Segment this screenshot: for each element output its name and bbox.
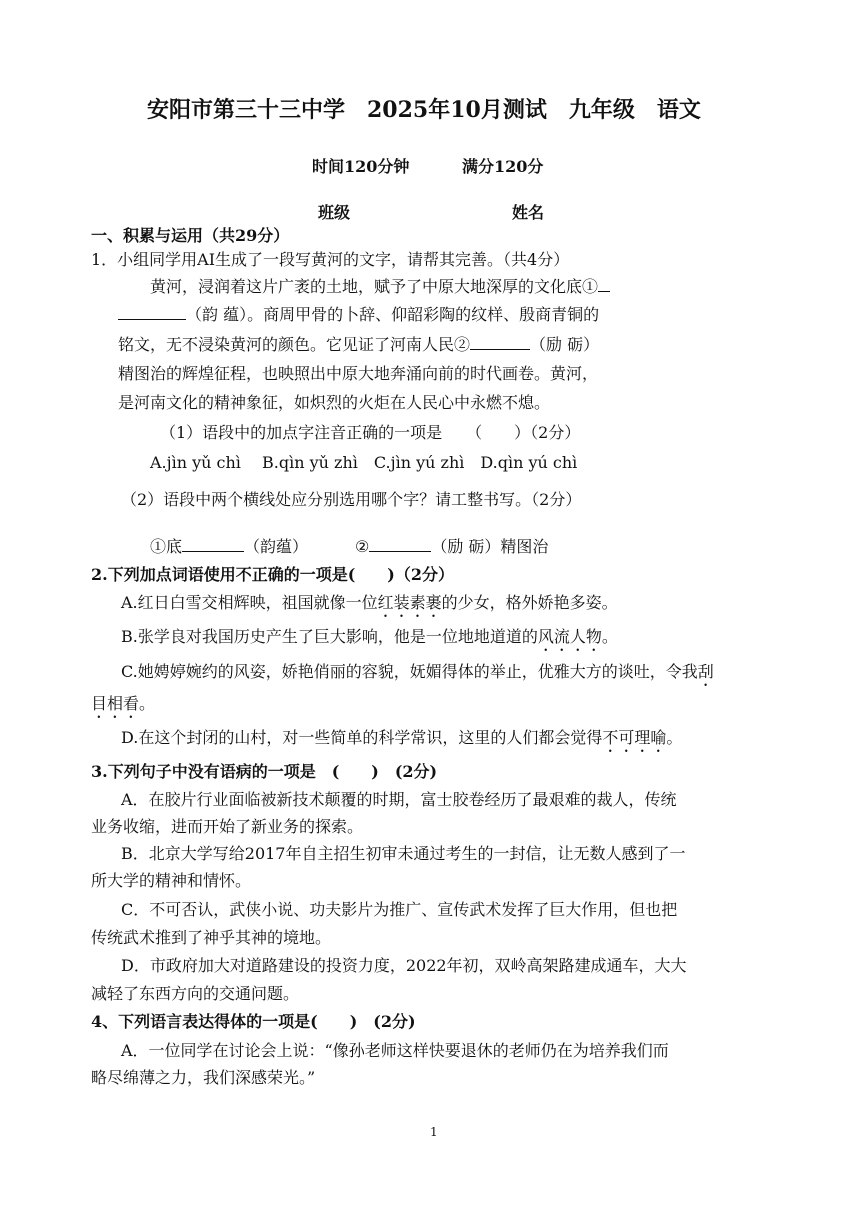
passage-text: （励 砺） <box>530 335 600 354</box>
option-a: A．在胶片行业面临被新技术颠覆的时期，富士胶卷经历了最艰难的裁人，传统 <box>121 790 677 809</box>
answer-line <box>150 536 308 557</box>
full-score: 满分120分 <box>462 157 544 176</box>
option-text: 的少女，格外娇艳多姿。 <box>441 593 618 612</box>
page-number: 1 <box>430 1125 438 1139</box>
option-text: D.在这个封闭的山村，对一些简单的科学常识，这里的人们都会觉得 <box>121 728 603 747</box>
blank-line <box>118 304 186 320</box>
option-a-continued: 略尽绵薄之力，我们深感荣光。” <box>91 1068 316 1087</box>
option-d <box>121 728 682 756</box>
option-c-continued <box>91 694 155 722</box>
time-limit: 时间120分钟 <box>312 157 410 176</box>
exam-title: 安阳市第三十三中学 2025年10月测试 九年级 语文 <box>147 97 701 123</box>
option-text: A.红日白雪交相辉映，祖国就像一位 <box>121 593 378 612</box>
question-1-passage-line <box>150 276 610 297</box>
option-d-continued: 减轻了东西方向的交通问题。 <box>91 984 300 1003</box>
dotted-word: 风流人物 <box>537 627 602 646</box>
question-1-passage-line: 是河南文化的精神象征，如炽烈的火炬在人民心中永燃不熄。 <box>118 393 551 412</box>
question-3-stem: 3.下列句子中没有语病的一项是 ( ) (2分) <box>91 762 438 781</box>
answer-blank[interactable] <box>182 536 244 552</box>
option-a-continued: 业务收缩，进而开始了新业务的探索。 <box>91 817 364 836</box>
option-d: D．市政府加大对道路建设的投资力度，2022年初，双岭高架路建成通车，大大 <box>121 956 687 975</box>
option-b-continued: 所大学的精神和情怀。 <box>91 871 252 890</box>
option-c: C．不可否认，武侠小说、功夫影片为推广、宣传武术发挥了巨大作用，但也把 <box>121 900 678 919</box>
question-1-sub2: （2）语段中两个横线处应分别选用哪个字？请工整书写。（2分） <box>121 490 582 509</box>
answer-label: ② <box>355 537 370 556</box>
question-4-stem: 4、下列语言表达得体的一项是( ) (2分) <box>91 1012 416 1031</box>
answer-hint: （韵蕴） <box>244 537 309 556</box>
dotted-word: 红装素裹 <box>377 593 442 612</box>
dotted-word: 目相看 <box>91 694 140 713</box>
option-text: C.她娉婷婉约的风姿，娇艳俏丽的容貌，妩媚得体的举止，优雅大方的谈吐，令我 <box>121 662 698 681</box>
answer-hint: （励 砺）精图治 <box>431 537 549 556</box>
answer-blank[interactable] <box>369 536 431 552</box>
question-1-sub1: （1）语段中的加点字注音正确的一项是 （ ）（2分） <box>160 423 581 442</box>
question-1-options: A.jìn yǔ chì B.qìn yǔ zhì C.jìn yú zhì D.qìn yú chì <box>150 453 578 472</box>
question-1-passage-line <box>118 304 599 325</box>
blank-line <box>470 334 530 350</box>
option-text: 。 <box>601 627 618 646</box>
option-a <box>121 593 618 621</box>
question-2-stem: 2.下列加点词语使用不正确的一项是( )（2分） <box>91 565 454 584</box>
blank-line <box>598 276 610 292</box>
passage-text: 黄河，浸润着这片广袤的土地，赋予了中原大地深厚的文化底① <box>150 277 599 296</box>
passage-text: 铭文，无不浸染黄河的颜色。它见证了河南人民② <box>118 335 471 354</box>
option-a: A．一位同学在讨论会上说：“像孙老师这样快要退休的老师仍在为培养我们而 <box>121 1041 669 1060</box>
answer-line <box>355 536 548 557</box>
option-text: B.张学良对我国历史产生了巨大影响，他是一位地地道道的 <box>121 627 538 646</box>
passage-text: （韵 蕴）。商周甲骨的卜辞、仰韶彩陶的纹样、殷商青铜的 <box>186 305 600 324</box>
option-text: 。 <box>666 728 683 747</box>
answer-label: ①底 <box>150 537 183 556</box>
class-label: 班级 <box>318 203 351 222</box>
dotted-word: 不可理喻 <box>602 728 667 747</box>
option-b <box>121 627 618 655</box>
option-text: 。 <box>139 694 156 713</box>
question-1-stem: 1．小组同学用AI生成了一段写黄河的文字，请帮其完善。（共4分） <box>91 250 570 269</box>
name-label: 姓名 <box>512 203 545 222</box>
question-1-passage-line: 精图治的辉煌征程，也映照出中原大地奔涌向前的时代画卷。黄河， <box>118 364 599 383</box>
dotted-word: 刮 <box>697 662 714 681</box>
option-c <box>121 662 714 690</box>
option-b: B．北京大学写给2017年自主招生初审未通过考生的一封信，让无数人感到了一 <box>121 844 686 863</box>
question-1-passage-line <box>118 334 599 355</box>
option-c-continued: 传统武术推到了神乎其神的境地。 <box>91 928 332 947</box>
section-heading: 一、积累与运用（共29分） <box>91 226 290 245</box>
